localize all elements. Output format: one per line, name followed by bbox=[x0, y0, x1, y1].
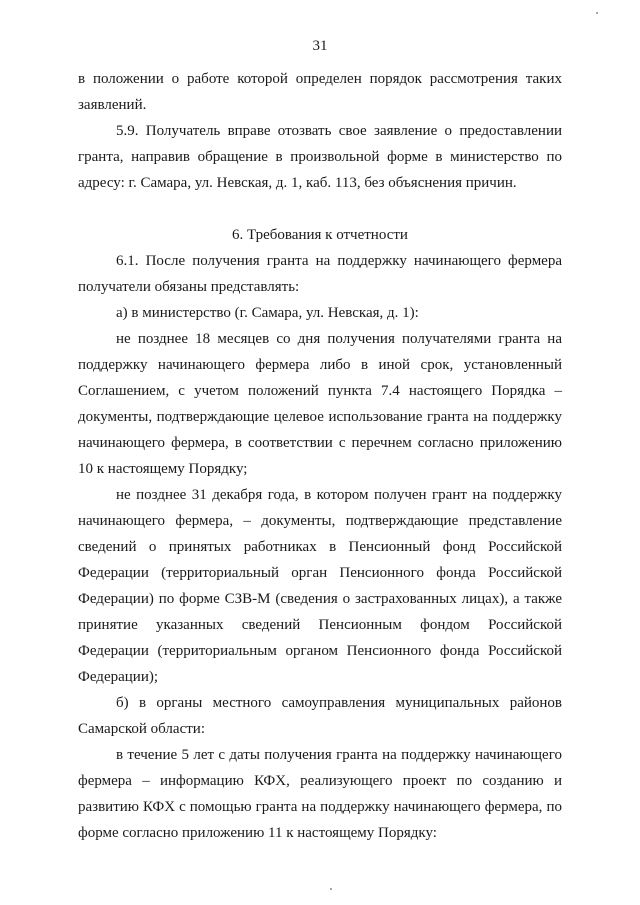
page-number: 31 bbox=[312, 38, 328, 54]
paragraph-5-9: 5.9. Получатель вправе отозвать свое заявление о предоставлении гранта, направив обращение в произвольной форме в министерство по адресу: г. Самара, ул. Невская, д. 1, каб. 113, без объяснения причин. bbox=[78, 123, 562, 191]
paragraph-5-years: в течение 5 лет с даты получения гранта на поддержку начинающего фермера – информацию КФХ, реализующего проект по созданию и развитию КФХ с помощью гранта на поддержку начинающего фермера, по форме согласно приложению 11 к настоящему Порядку: bbox=[78, 747, 562, 841]
paragraph-18-months: не позднее 18 месяцев со дня получения получателями гранта на поддержку начинающего фермера либо в иной срок, установленный Соглашением, с учетом положений пункта 7.4 настоящего Порядка – документы, подтверждающие целевое использование гранта на поддержку начинающего фермера, в соответствии с перечнем согласно приложению 10 к настоящему Порядку; bbox=[78, 331, 562, 477]
paragraph-continuation: в положении о работе которой определен порядок рассмотрения таких заявлений. bbox=[78, 71, 562, 113]
paragraph-6-1: 6.1. После получения гранта на поддержку начинающего фермера получатели обязаны представлять: bbox=[78, 253, 562, 295]
page-content bbox=[78, 66, 562, 846]
section-title: 6. Требования к отчетности bbox=[232, 227, 408, 243]
paragraph-item-a: а) в министерство (г. Самара, ул. Невская, д. 1): bbox=[116, 305, 419, 321]
paragraph-31-december: не позднее 31 декабря года, в котором получен грант на поддержку начинающего фермера, – документы, подтверждающие представление сведений о принятых работниках в Пенсионный фонд Российской Федерации (территориальный орган Пенсионного фонда Российской Федерации) по форме СЗВ-М (сведения о застрахованных лицах), а также принятие указанных сведений Пенсионным фондом Российской Федерации (территориальным органом Пенсионного фонда Российской Федерации); bbox=[78, 487, 562, 685]
scan-speck bbox=[596, 12, 598, 14]
scan-speck bbox=[330, 888, 332, 890]
paragraph-item-b: б) в органы местного самоуправления муниципальных районов Самарской области: bbox=[78, 695, 562, 737]
